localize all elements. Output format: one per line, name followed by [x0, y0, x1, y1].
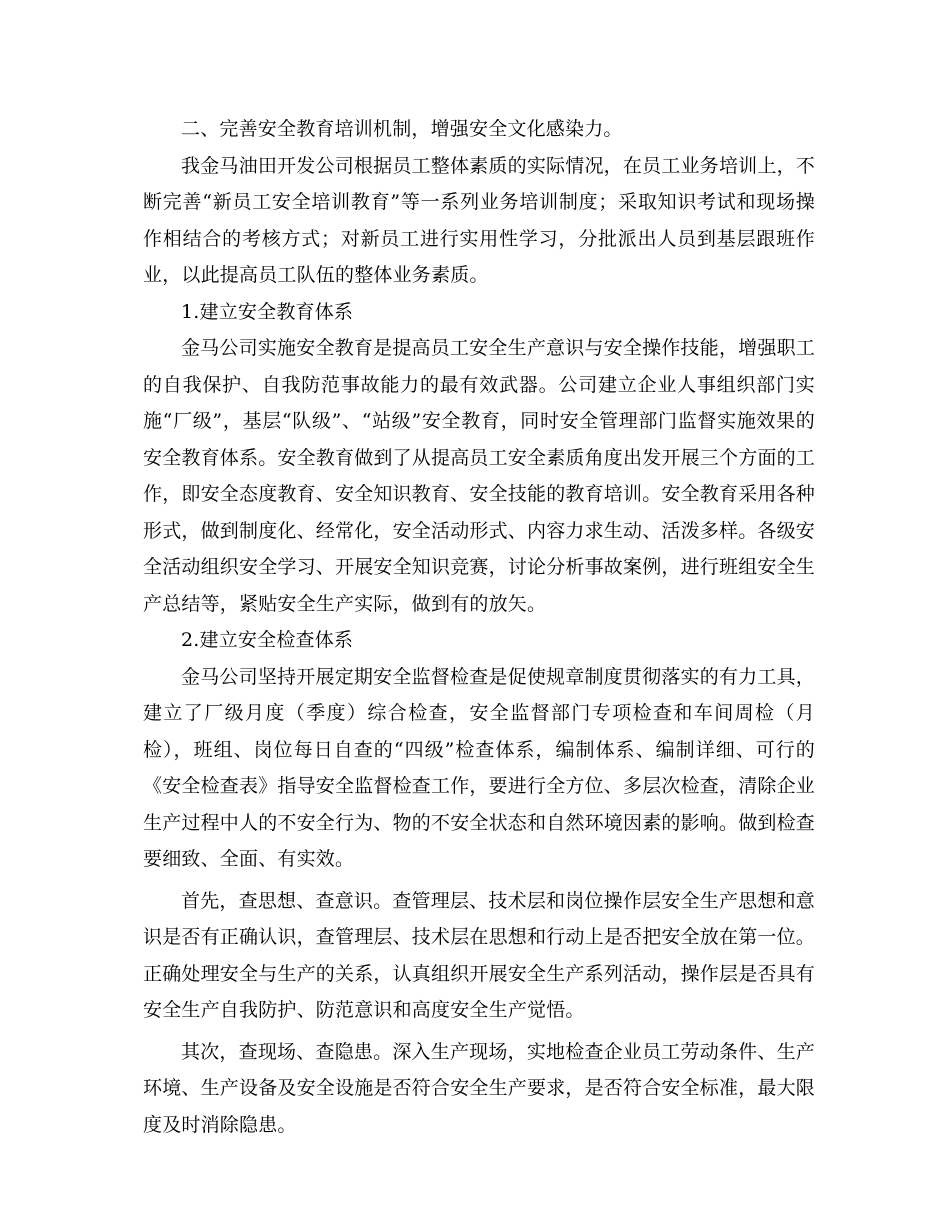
paragraph-training: 我金马油田开发公司根据员工整体素质的实际情况，在员工业务培训上，不断完善“新员工安全培训教育”等一系列业务培训制度；采取知识考试和现场操作相结合的考核方式；对新员工进行实用性学习，分批派出人员到基层跟班作业，以此提高员工队伍的整体业务素质。: [143, 154, 815, 286]
paragraph-check-mindset: 首先，查思想、查意识。查管理层、技术层和岗位操作层安全生产思想和意识是否有正确认识，查管理层、技术层在思想和行动上是否把安全放在第一位。正确处理安全与生产的关系，认真组织开展安全生产系列活动，操作层是否具有安全生产自我防护、防范意识和高度安全生产觉悟。: [143, 889, 816, 1021]
paragraph-check-site: 其次，查现场、查隐患。深入生产现场，实地检查企业员工劳动条件、生产环境、生产设备及安全设施是否符合安全生产要求，是否符合安全标准，最大限度及时消除隐患。: [143, 1040, 816, 1136]
paragraph-education: 金马公司实施安全教育是提高员工安全生产意识与安全操作技能，增强职工的自我保护、自我防范事故能力的最有效武器。公司建立企业人事组织部门实施“厂级”，基层“队级”、“站级”安全教育，同时安全管理部门监督实施效果的安全教育体系。安全教育做到了从提高员工安全素质角度出发开展三个方面的工作，即安全态度教育、安全知识教育、安全技能的教育培训。安全教育采用各种形式，做到制度化、经常化，安全活动形式、内容力求生动、活泼多样。各级安全活动组织安全学习、开展安全知识竞赛，讨论分析事故案例，进行班组安全生产总结等，紧贴安全生产实际，做到有的放矢。: [143, 337, 816, 615]
paragraph-inspection: 金马公司坚持开展定期安全监督检查是促使规章制度贯彻落实的有力工具，建立了厂级月度（季度）综合检查，安全监督部门专项检查和车间周检（月检），班组、岗位每日自查的“四级”检查体系，编制体系、编制详细、可行的《安全检查表》指导安全监督检查工作，要进行全方位、多层次检查，清除企业生产过程中人的不安全行为、物的不安全状态和自然环境因素的影响。做到检查要细致、全面、有实效。: [143, 665, 816, 870]
subheading-inspection-system: 2.建立安全检查体系: [181, 629, 354, 651]
section-heading: 二、完善安全教育培训机制，增强安全文化感染力。: [181, 118, 623, 140]
document-body: [143, 111, 815, 1143]
subheading-education-system: 1.建立安全教育体系: [181, 300, 354, 323]
